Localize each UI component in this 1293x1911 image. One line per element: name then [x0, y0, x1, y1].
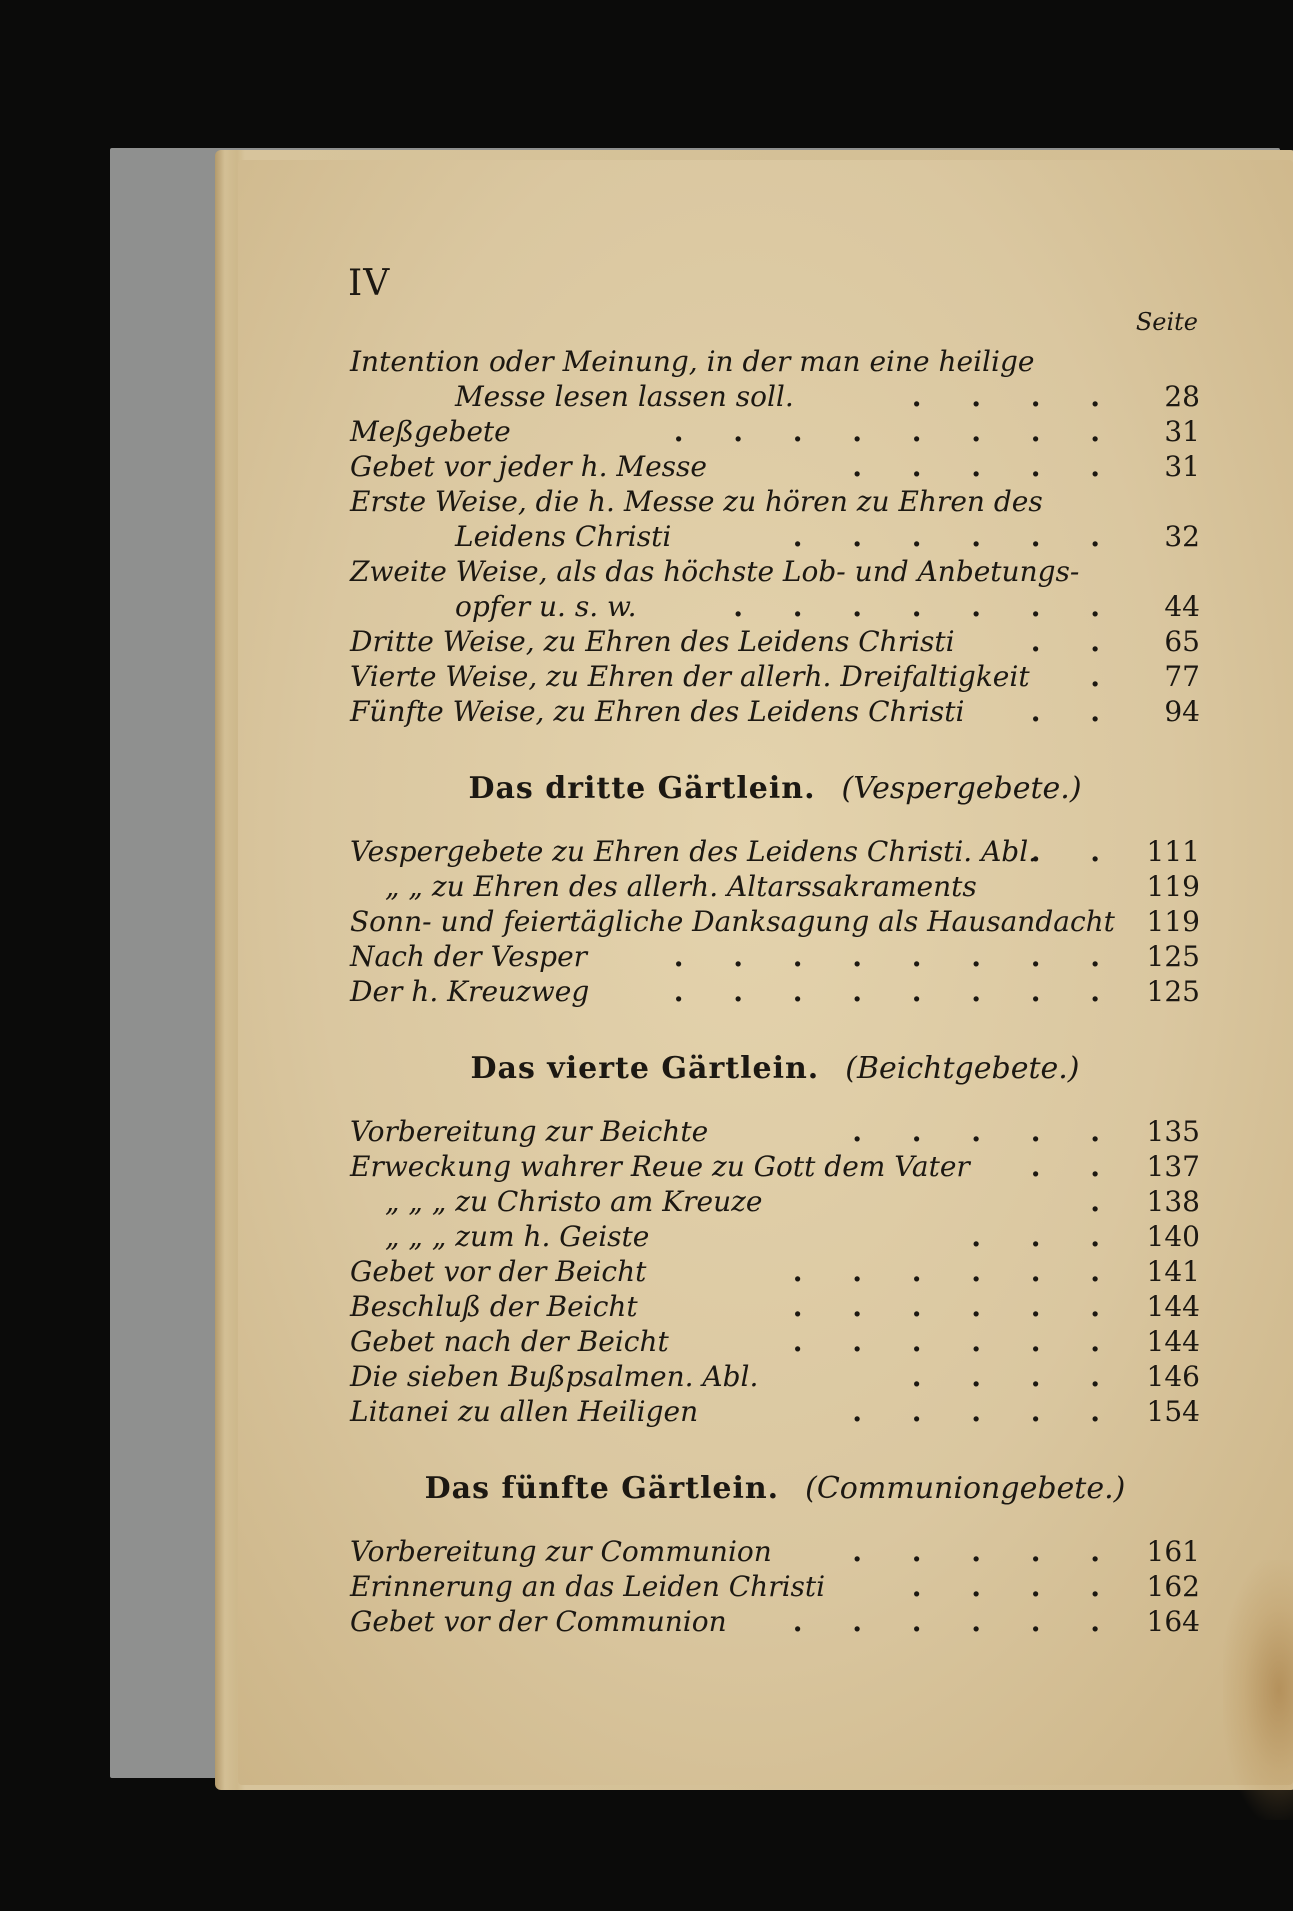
entry-title: Sonn- und feiertägliche Danksagung als Hausandacht [350, 905, 1115, 938]
leader-dots: . . . . . . . [733, 590, 1120, 623]
leader-dots: . . . . . . . . [673, 975, 1120, 1008]
entry-page: 28 [1164, 380, 1200, 413]
entry-title: Zweite Weise, als das höchste Lob- und Anbetungs- [350, 555, 1080, 588]
entry-page: 162 [1146, 1570, 1200, 1603]
toc-section [350, 344, 1200, 729]
toc-entry [350, 624, 1200, 659]
toc-entry [350, 1569, 1200, 1604]
leader-dots: . . . . . [852, 1395, 1120, 1428]
entry-title: Gebet nach der Beicht [350, 1325, 669, 1358]
entry-title: Dritte Weise, zu Ehren des Leidens Christi [350, 625, 955, 658]
toc-entry [350, 589, 1200, 624]
leader-dots: . . . . . [852, 1115, 1120, 1148]
entry-page: 138 [1146, 1185, 1200, 1218]
entry-title: Leidens Christi [455, 520, 672, 553]
entry-title: Gebet vor der Communion [350, 1605, 727, 1638]
toc-entry [350, 1254, 1200, 1289]
leader-dots: . . . . [911, 380, 1120, 413]
section-title: Das dritte Gärtlein. [468, 771, 816, 806]
leader-dots: . [1090, 660, 1120, 693]
entry-title: Erste Weise, die h. Messe zu hören zu Ehren des [350, 485, 1043, 518]
column-label: Seite [1135, 308, 1198, 336]
entry-page: 137 [1146, 1150, 1200, 1183]
leader-dots: . . . . . . [792, 520, 1120, 553]
toc-entry [350, 1604, 1200, 1639]
entry-title: Fünfte Weise, zu Ehren des Leidens Christi [350, 695, 965, 728]
entry-page: 141 [1146, 1255, 1200, 1288]
entry-page: 31 [1164, 415, 1200, 448]
section-heading [350, 1039, 1200, 1099]
entry-title: Erweckung wahrer Reue zu Gott dem Vater [350, 1150, 970, 1183]
entry-page: 146 [1146, 1360, 1200, 1393]
entry-title: Beschluß der Beicht [350, 1290, 638, 1323]
toc-section [350, 759, 1200, 1009]
toc-section [350, 1039, 1200, 1429]
entry-page: 140 [1146, 1220, 1200, 1253]
toc-entry [350, 344, 1200, 379]
toc-entry [350, 1394, 1200, 1429]
entry-title: Intention oder Meinung, in der man eine heilige [350, 345, 1035, 378]
entry-page: 144 [1146, 1325, 1200, 1358]
toc-entry [350, 484, 1200, 519]
entry-page: 125 [1146, 975, 1200, 1008]
toc-entry [350, 554, 1200, 589]
toc-entry [350, 1324, 1200, 1359]
toc-entry [350, 414, 1200, 449]
entry-title: Vorbereitung zur Communion [350, 1535, 772, 1568]
toc-entry [350, 1114, 1200, 1149]
entry-page: 94 [1164, 695, 1200, 728]
entry-page: 31 [1164, 450, 1200, 483]
leader-dots: . . . . . . . . [673, 415, 1120, 448]
leader-dots: . . . . [911, 1360, 1120, 1393]
toc-entry [350, 694, 1200, 729]
entry-title: Vespergebete zu Ehren des Leidens Christi. Abl. [350, 835, 1038, 868]
entry-page: 119 [1146, 905, 1200, 938]
toc-entry [350, 1359, 1200, 1394]
entry-page: 77 [1164, 660, 1200, 693]
section-title: Das vierte Gärtlein. [470, 1051, 820, 1086]
entry-title: Litanei zu allen Heiligen [350, 1395, 699, 1428]
entry-title: Meßgebete [350, 415, 511, 448]
leader-dots: . . . . . [852, 450, 1120, 483]
entry-title: „ „ „ zum h. Geiste [385, 1220, 650, 1253]
entry-page: 154 [1146, 1395, 1200, 1428]
toc-entry [350, 1149, 1200, 1184]
page-number: IV [348, 263, 391, 304]
leader-dots: . . [1030, 1150, 1120, 1183]
leader-dots: . . . . . . [792, 1255, 1120, 1288]
entry-page: 32 [1164, 520, 1200, 553]
leader-dots: . . . . . . [792, 1290, 1120, 1323]
entry-page: 135 [1146, 1115, 1200, 1148]
toc-entry [350, 519, 1200, 554]
leader-dots: . [1090, 1185, 1120, 1218]
entry-title: „ „ zu Ehren des allerh. Altarssakraments [385, 870, 977, 903]
entry-page: 111 [1146, 835, 1200, 868]
entry-page: 119 [1146, 870, 1200, 903]
book-page [238, 160, 1293, 1785]
section-heading [350, 759, 1200, 819]
toc-entry [350, 1534, 1200, 1569]
toc-entry [350, 904, 1200, 939]
section-title: Das fünfte Gärtlein. [424, 1471, 780, 1506]
table-of-contents [350, 344, 1200, 1639]
toc-entry [350, 449, 1200, 484]
toc-entry [350, 659, 1200, 694]
entry-title: opfer u. s. w. [455, 590, 637, 623]
entry-title: Messe lesen lassen soll. [455, 380, 794, 413]
entry-title: Vorbereitung zur Beichte [350, 1115, 709, 1148]
entry-page: 44 [1164, 590, 1200, 623]
entry-title: „ „ „ zu Christo am Kreuze [385, 1185, 763, 1218]
toc-entry [350, 869, 1200, 904]
section-subtitle: (Beichtgebete.) [845, 1051, 1080, 1086]
entry-title: Der h. Kreuzweg [350, 975, 590, 1008]
leader-dots: . . [1030, 625, 1120, 658]
leader-dots: . . . . . . . . [673, 940, 1120, 973]
toc-entry [350, 1219, 1200, 1254]
entry-page: 125 [1146, 940, 1200, 973]
entry-title: Nach der Vesper [350, 940, 588, 973]
entry-title: Vierte Weise, zu Ehren der allerh. Dreifaltigkeit [350, 660, 1030, 693]
toc-entry [350, 1184, 1200, 1219]
entry-title: Gebet vor jeder h. Messe [350, 450, 707, 483]
leader-dots: . . . . [911, 1570, 1120, 1603]
entry-title: Gebet vor der Beicht [350, 1255, 647, 1288]
toc-entry [350, 974, 1200, 1009]
entry-page: 144 [1146, 1290, 1200, 1323]
leader-dots: . . . [971, 1220, 1120, 1253]
toc-entry [350, 1289, 1200, 1324]
leader-dots: . . . . . . [792, 1605, 1120, 1638]
section-subtitle: (Communiongebete.) [805, 1471, 1126, 1506]
entry-page: 164 [1146, 1605, 1200, 1638]
entry-page: 65 [1164, 625, 1200, 658]
toc-entry [350, 834, 1200, 869]
toc-section [350, 1459, 1200, 1639]
section-subtitle: (Vespergebete.) [841, 771, 1082, 806]
leader-dots: . . [1030, 835, 1120, 868]
leader-dots: . . [1030, 695, 1120, 728]
entry-title: Die sieben Bußpsalmen. Abl. [350, 1360, 759, 1393]
toc-entry [350, 939, 1200, 974]
paper-stain [1223, 1560, 1293, 1820]
leader-dots: . . . . . [852, 1535, 1120, 1568]
toc-entry [350, 379, 1200, 414]
section-heading [350, 1459, 1200, 1519]
entry-page: 161 [1146, 1535, 1200, 1568]
entry-title: Erinnerung an das Leiden Christi [350, 1570, 826, 1603]
leader-dots: . . . . . . [792, 1325, 1120, 1358]
